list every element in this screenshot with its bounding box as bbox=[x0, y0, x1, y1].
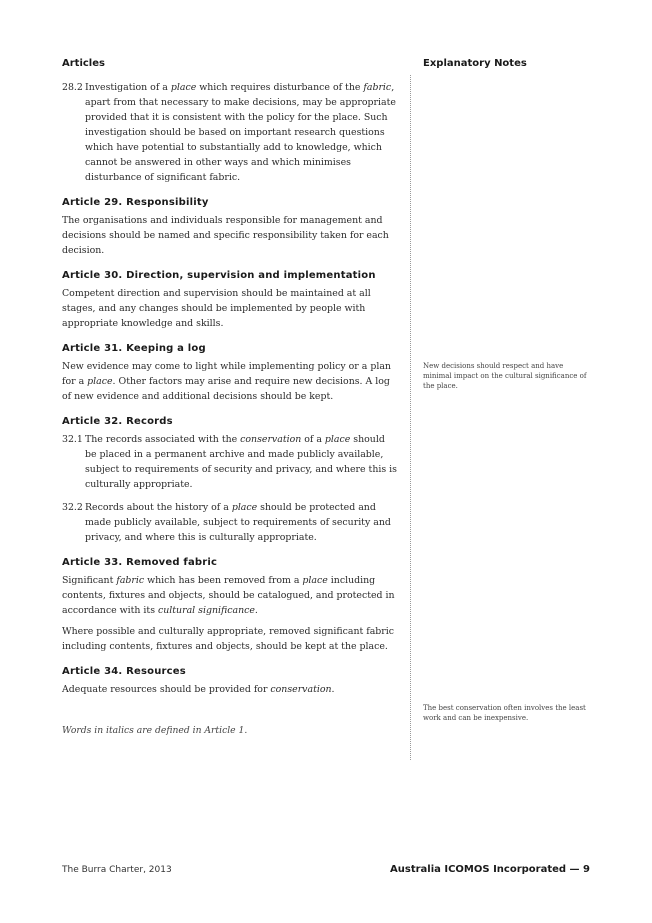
clause-number: 28.2 bbox=[62, 82, 83, 93]
text: New evidence may come to light while implementing policy or a plan for a bbox=[62, 361, 391, 387]
text: . bbox=[254, 605, 258, 616]
article-34-text bbox=[62, 682, 398, 697]
text: including contents, fixtures and objects, should be catalogued, and protected in accordance with its bbox=[62, 575, 395, 616]
defined-term: fabric bbox=[363, 82, 392, 93]
italics-footnote: Words in italics are defined in Article 1. bbox=[62, 725, 248, 736]
explanatory-notes-heading: Explanatory Notes bbox=[423, 58, 527, 69]
article-33-heading: Article 33. Removed fabric bbox=[62, 557, 218, 568]
defined-term: fabric bbox=[116, 575, 145, 586]
explanatory-note-31: New decisions should respect and have minimal impact on the cultural significance of the place. bbox=[423, 362, 587, 390]
article-32-2 bbox=[62, 500, 398, 545]
article-34-heading: Article 34. Resources bbox=[62, 666, 186, 677]
article-33-text-1 bbox=[62, 573, 398, 618]
text: Records about the history of a bbox=[85, 502, 232, 513]
text: of a bbox=[301, 434, 325, 445]
article-30-heading: Article 30. Direction, supervision and implementation bbox=[62, 270, 376, 281]
footer-publisher-page: Australia ICOMOS Incorporated — 9 bbox=[390, 864, 590, 875]
text: should be placed in a permanent archive and made publicly available, subject to requirements of security and privacy, and where this is culturally appropriate. bbox=[85, 434, 397, 490]
defined-term: conservation bbox=[240, 434, 302, 445]
article-31-text bbox=[62, 359, 398, 404]
article-32-heading: Article 32. Records bbox=[62, 416, 173, 427]
defined-term: conservation bbox=[270, 684, 332, 695]
text: Investigation of a bbox=[85, 82, 171, 93]
article-30-text: Competent direction and supervision should be maintained at all stages, and any changes should be implemented by people with appropriate knowledge and skills. bbox=[62, 288, 371, 329]
article-32-1 bbox=[62, 432, 398, 492]
clause-number: 32.2 bbox=[62, 502, 83, 513]
articles-column bbox=[62, 80, 398, 745]
explanatory-note-34: The best conservation often involves the least work and can be inexpensive. bbox=[423, 704, 586, 722]
article-33-text-2: Where possible and culturally appropriate, removed significant fabric including contents, fixtures and objects, should be kept at the place. bbox=[62, 626, 395, 652]
article-29-text: The organisations and individuals responsible for management and decisions should be named and specific responsibility taken for each decision. bbox=[62, 215, 389, 256]
text: , apart from that necessary to make decisions, may be appropriate provided that it is consistent with the policy for the place. Such investigation should be based on important research questions which have potential to substantially add to knowledge, which cannot be answered in other ways and which minimises disturbance of significant fabric. bbox=[85, 82, 396, 183]
clause-number: 32.1 bbox=[62, 434, 83, 445]
defined-term: place bbox=[170, 82, 197, 93]
text: should be protected and made publicly available, subject to requirements of security and privacy, and where this is culturally appropriate. bbox=[85, 502, 391, 543]
defined-term: place bbox=[87, 376, 113, 387]
column-divider bbox=[410, 75, 411, 760]
text: which requires disturbance of the bbox=[196, 82, 364, 93]
text: . Other factors may arise and require new decisions. A log of new evidence and additional decisions should be kept. bbox=[62, 376, 390, 402]
article-29-heading: Article 29. Responsibility bbox=[62, 197, 209, 208]
defined-term: place bbox=[324, 434, 351, 445]
footer-document-title: The Burra Charter, 2013 bbox=[62, 865, 172, 875]
text: The records associated with the bbox=[85, 434, 241, 445]
text: . bbox=[331, 684, 335, 695]
article-31-heading: Article 31. Keeping a log bbox=[62, 343, 206, 354]
articles-heading: Articles bbox=[62, 58, 105, 69]
defined-term: place bbox=[231, 502, 258, 513]
text: Adequate resources should be provided for bbox=[62, 684, 271, 695]
defined-term: cultural significance bbox=[158, 605, 255, 616]
text: Significant bbox=[62, 575, 117, 586]
defined-term: place bbox=[302, 575, 328, 586]
article-28-2 bbox=[62, 80, 398, 185]
text: which has been removed from a bbox=[144, 575, 303, 586]
